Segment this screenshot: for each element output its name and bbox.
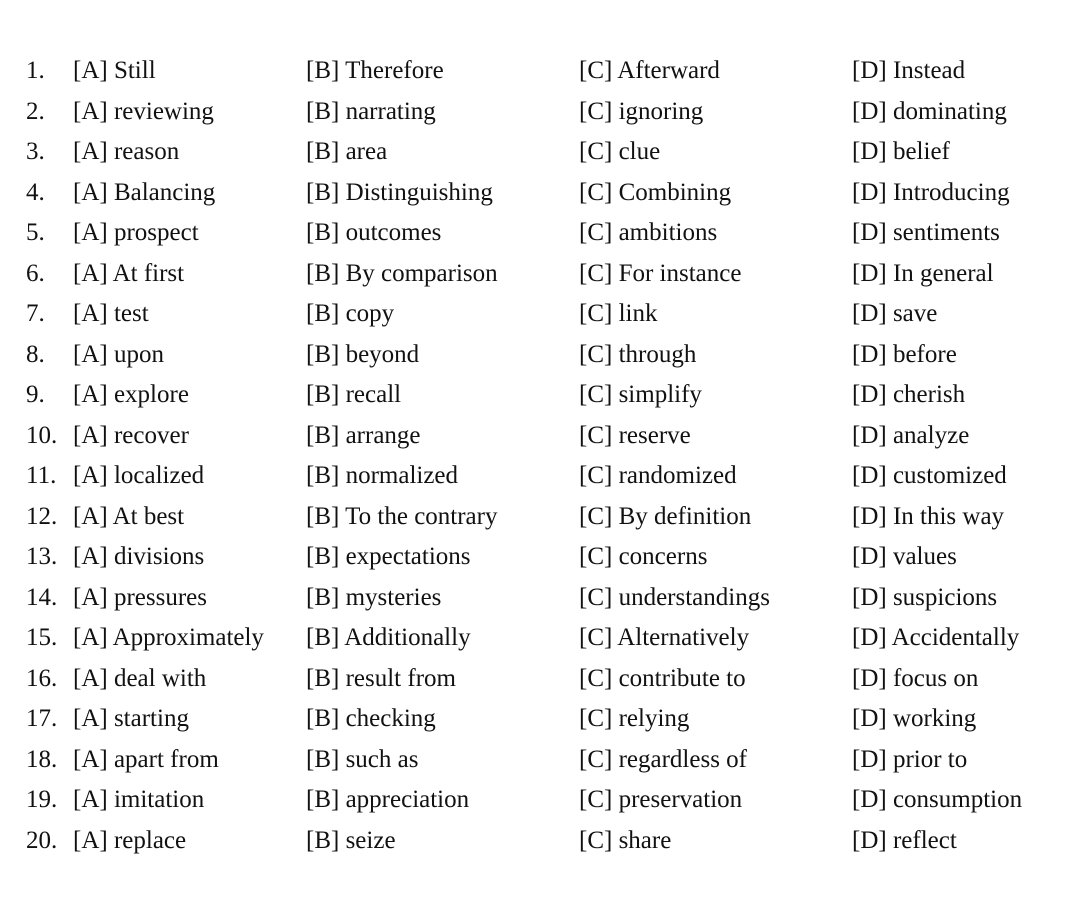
option-a: [A] Approximately (73, 624, 264, 651)
option-c: [C] share (579, 826, 672, 854)
option-c: [C] understandings (579, 583, 770, 611)
option-c: [C] Combining (579, 178, 732, 206)
option-d: [D] Accidentally (852, 624, 1020, 651)
question-row (0, 578, 1080, 619)
option-b: [B] normalized (306, 462, 459, 489)
question-row (0, 294, 1080, 335)
option-c: [C] link (579, 300, 658, 327)
question-number: 4. (26, 178, 45, 206)
question-row (0, 254, 1080, 295)
question-row (0, 497, 1080, 538)
option-b: [B] such as (306, 745, 419, 773)
option-a: [A] upon (73, 340, 164, 368)
option-c: [C] ignoring (579, 97, 704, 125)
option-d: [D] suspicions (852, 583, 998, 611)
question-number: 13. (26, 543, 58, 570)
question-row (0, 375, 1080, 416)
question-row (0, 335, 1080, 376)
question-row (0, 740, 1080, 781)
option-a: [A] deal with (73, 664, 207, 692)
option-c: [C] ambitions (579, 219, 718, 246)
option-c: [C] By definition (579, 502, 752, 530)
option-d: [D] Introducing (852, 178, 1010, 206)
option-b: [B] Distinguishing (306, 178, 493, 206)
question-number: 9. (26, 381, 45, 408)
question-row (0, 456, 1080, 497)
option-b: [B] seize (306, 826, 396, 854)
option-d: [D] In this way (852, 502, 1005, 530)
option-d: [D] working (852, 705, 977, 732)
option-c: [C] clue (579, 138, 661, 165)
question-row (0, 537, 1080, 578)
option-a: [A] starting (73, 705, 189, 732)
option-a: [A] At best (73, 502, 185, 530)
option-a: [A] replace (73, 826, 187, 854)
question-row (0, 821, 1080, 862)
option-c: [C] regardless of (579, 745, 747, 773)
option-c: [C] simplify (579, 381, 702, 408)
question-list (0, 51, 1080, 861)
option-d: [D] save (852, 300, 938, 327)
question-row (0, 173, 1080, 214)
option-b: [B] mysteries (306, 583, 442, 611)
question-number: 15. (26, 624, 58, 651)
question-number: 19. (26, 786, 58, 813)
question-number: 17. (26, 705, 58, 732)
question-number: 16. (26, 664, 58, 692)
option-a: [A] test (73, 300, 149, 327)
option-d: [D] consumption (852, 786, 1023, 813)
option-b: [B] Therefore (306, 57, 444, 84)
option-c: [C] Afterward (579, 57, 720, 84)
question-number: 10. (26, 421, 58, 449)
question-number: 14. (26, 583, 58, 611)
question-number: 12. (26, 502, 58, 530)
option-a: [A] apart from (73, 745, 219, 773)
question-row (0, 416, 1080, 457)
option-b: [B] To the contrary (306, 502, 498, 530)
option-c: [C] reserve (579, 421, 691, 449)
option-c: [C] contribute to (579, 664, 746, 692)
option-a: [A] imitation (73, 786, 205, 813)
option-d: [D] before (852, 340, 957, 368)
option-d: [D] dominating (852, 97, 1007, 125)
question-number: 20. (26, 826, 58, 854)
question-row (0, 618, 1080, 659)
option-c: [C] through (579, 340, 697, 368)
question-number: 6. (26, 259, 45, 287)
option-d: [D] analyze (852, 421, 970, 449)
question-number: 11. (26, 462, 57, 489)
question-row (0, 213, 1080, 254)
question-row (0, 780, 1080, 821)
option-b: [B] checking (306, 705, 436, 732)
option-a: [A] reviewing (73, 97, 214, 125)
option-d: [D] cherish (852, 381, 966, 408)
question-row (0, 659, 1080, 700)
option-a: [A] Balancing (73, 178, 216, 206)
option-c: [C] randomized (579, 462, 737, 489)
option-b: [B] recall (306, 381, 402, 408)
option-a: [A] prospect (73, 219, 199, 246)
question-number: 5. (26, 219, 45, 246)
option-b: [B] beyond (306, 340, 420, 368)
option-a: [A] localized (73, 462, 205, 489)
option-b: [B] area (306, 138, 388, 165)
question-number: 7. (26, 300, 45, 327)
option-c: [C] preservation (579, 786, 743, 813)
option-c: [C] For instance (579, 259, 742, 287)
option-a: [A] pressures (73, 583, 207, 611)
option-b: [B] copy (306, 300, 395, 327)
option-a: [A] Still (73, 57, 156, 84)
question-number: 8. (26, 340, 45, 368)
option-d: [D] focus on (852, 664, 979, 692)
option-d: [D] reflect (852, 826, 957, 854)
question-row (0, 92, 1080, 133)
option-b: [B] outcomes (306, 219, 442, 246)
option-d: [D] In general (852, 259, 994, 287)
option-b: [B] Additionally (306, 624, 471, 651)
option-c: [C] concerns (579, 543, 708, 570)
option-a: [A] explore (73, 381, 189, 408)
option-d: [D] sentiments (852, 219, 1000, 246)
option-b: [B] arrange (306, 421, 421, 449)
option-c: [C] Alternatively (579, 624, 750, 651)
option-c: [C] relying (579, 705, 690, 732)
option-a: [A] At first (73, 259, 185, 287)
option-d: [D] Instead (852, 57, 966, 84)
question-row (0, 51, 1080, 92)
option-b: [B] result from (306, 664, 456, 692)
question-number: 2. (26, 97, 45, 125)
question-row (0, 132, 1080, 173)
option-b: [B] appreciation (306, 786, 470, 813)
option-d: [D] prior to (852, 745, 968, 773)
option-a: [A] divisions (73, 543, 205, 570)
option-b: [B] By comparison (306, 259, 498, 287)
question-number: 18. (26, 745, 58, 773)
option-b: [B] narrating (306, 97, 436, 125)
option-d: [D] belief (852, 138, 950, 165)
option-a: [A] reason (73, 138, 180, 165)
question-row (0, 699, 1080, 740)
question-number: 3. (26, 138, 45, 165)
option-b: [B] expectations (306, 543, 471, 570)
question-number: 1. (26, 57, 45, 84)
option-d: [D] customized (852, 462, 1007, 489)
option-d: [D] values (852, 543, 957, 570)
option-a: [A] recover (73, 421, 189, 449)
